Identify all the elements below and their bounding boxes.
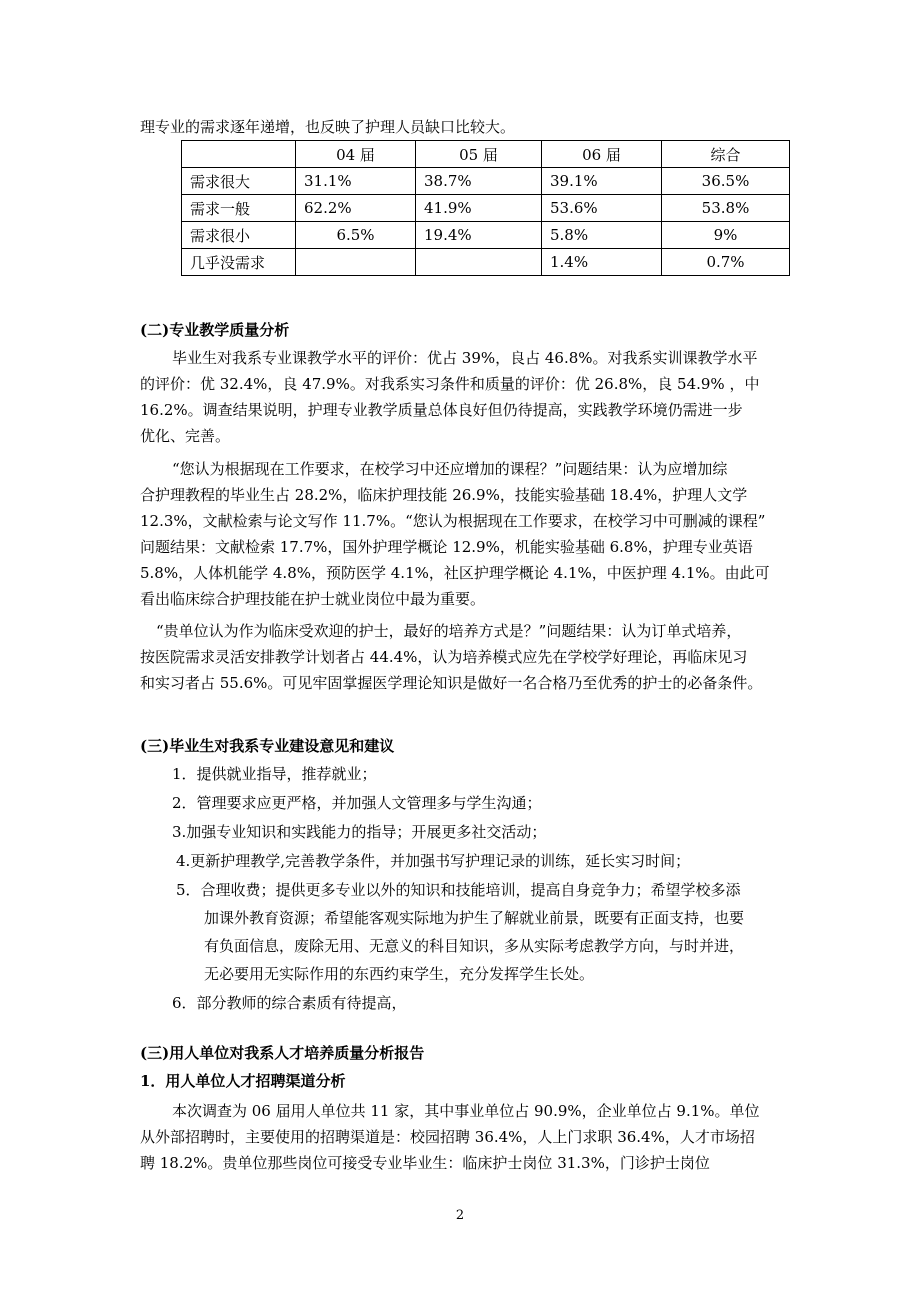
table-cell: 53.8% <box>662 195 790 222</box>
row-label: 需求很大 <box>182 168 296 195</box>
list-item: 5．合理收费；提供更多专业以外的知识和技能培训，提高自身竞争力；希望学校多添 <box>176 881 741 899</box>
paragraph-line: 问题结果：文献检索 17.7%，国外护理学概论 12.9%，机能实验基础 6.8%，护理专业英语 <box>140 538 753 556</box>
paragraph-line: “贵单位认为作为临床受欢迎的护士，最好的培养方式是？”问题结果：认为订单式培养， <box>156 622 742 640</box>
paragraph-line: 5.8%，人体机能学 4.8%，预防医学 4.1%，社区护理学概论 4.1%，中医护理 4.1%。由此可 <box>140 564 770 582</box>
table-cell: 38.7% <box>416 168 542 195</box>
paragraph-line: 16.2%。调查结果说明，护理专业教学质量总体良好但仍待提高，实践教学环境仍需进一步 <box>140 401 743 419</box>
paragraph-line: 和实习者占 55.6%。可见牢固掌握医学理论知识是做好一名合格乃至优秀的护士的必备条件。 <box>140 674 763 692</box>
table-cell: 31.1% <box>296 168 416 195</box>
list-item: 4.更新护理教学,完善教学条件，并加强书写护理记录的训练，延长实习时间； <box>176 852 691 870</box>
table-cell: 39.1% <box>542 168 662 195</box>
table-cell: 6.5% <box>296 222 416 249</box>
list-item-continuation: 无必要用无实际作用的东西约束学生，充分发挥学生长处。 <box>204 965 595 983</box>
paragraph-line: 从外部招聘时，主要使用的招聘渠道是：校园招聘 36.4%，人上门求职 36.4%，人才市场招 <box>140 1128 755 1146</box>
table-cell: 36.5% <box>662 168 790 195</box>
table-row <box>182 168 790 195</box>
table-cell: 1.4% <box>542 249 662 276</box>
paragraph-line: 12.3%，文献检索与论文写作 11.7%。“您认为根据现在工作要求，在校学习中可删减的课程” <box>140 512 766 530</box>
paragraph-line: 毕业生对我系专业课教学水平的评价：优占 39%，良占 46.8%。对我系实训课教学水平 <box>172 349 758 367</box>
section-heading: (三)毕业生对我系专业建设意见和建议 <box>140 737 395 755</box>
paragraph-line: 本次调查为 06 届用人单位共 11 家，其中事业单位占 90.9%，企业单位占 9.1%。单位 <box>172 1102 760 1120</box>
table-cell <box>296 249 416 276</box>
paragraph-line: 的评价：优 32.4%，良 47.9%。对我系实习条件和质量的评价：优 26.8%，良 54.9% ，中 <box>140 375 760 393</box>
table-header-cell: 06 届 <box>542 141 662 168</box>
row-label: 需求很小 <box>182 222 296 249</box>
table-cell: 5.8% <box>542 222 662 249</box>
section-heading: (二)专业教学质量分析 <box>140 321 290 339</box>
table-header-cell: 综合 <box>662 141 790 168</box>
table-cell: 53.6% <box>542 195 662 222</box>
list-item: 1．提供就业指导，推荐就业； <box>172 765 377 783</box>
table-cell: 41.9% <box>416 195 542 222</box>
paragraph-line: 看出临床综合护理技能在护士就业岗位中最为重要。 <box>140 590 486 608</box>
page-number: 2 <box>455 1208 465 1223</box>
table-header-cell: 05 届 <box>416 141 542 168</box>
intro-line: 理专业的需求逐年递增，也反映了护理人员缺口比较大。 <box>140 118 516 136</box>
table-cell: 0.7% <box>662 249 790 276</box>
paragraph-line: 合护理教程的毕业生占 28.2%，临床护理技能 26.9%，技能实验基础 18.4%，护理人文学 <box>140 486 748 504</box>
list-item: 6．部分教师的综合素质有待提高， <box>172 994 407 1012</box>
paragraph-line: 优化、完善。 <box>140 427 231 445</box>
list-item-continuation: 加课外教育资源；希望能客观实际地为护生了解就业前景，既要有正面支持，也要 <box>204 909 745 927</box>
list-item: 3.加强专业知识和实践能力的指导；开展更多社交活动； <box>172 823 547 841</box>
subsection-heading: 1．用人单位人才招聘渠道分析 <box>140 1072 346 1090</box>
table-cell <box>416 249 542 276</box>
table-cell: 9% <box>662 222 790 249</box>
table-cell: 19.4% <box>416 222 542 249</box>
section-heading: (三)用人单位对我系人才培养质量分析报告 <box>140 1044 425 1062</box>
paragraph-line: “您认为根据现在工作要求，在校学习中还应增加的课程？”问题结果：认为应增加综 <box>172 460 728 478</box>
table-row <box>182 195 790 222</box>
list-item: 2．管理要求应更严格，并加强人文管理多与学生沟通； <box>172 794 542 812</box>
row-label: 几乎没需求 <box>182 249 296 276</box>
table-cell: 62.2% <box>296 195 416 222</box>
demand-table <box>181 140 790 276</box>
table-row <box>182 222 790 249</box>
table-row <box>182 249 790 276</box>
table-header-cell: 04 届 <box>296 141 416 168</box>
table-header-row <box>182 141 790 168</box>
paragraph-line: 按医院需求灵活安排教学计划者占 44.4%，认为培养模式应先在学校学好理论，再临床见习 <box>140 648 748 666</box>
row-label: 需求一般 <box>182 195 296 222</box>
list-item-continuation: 有负面信息，废除无用、无意义的科目知识，多从实际考虑教学方向，与时并进， <box>204 937 745 955</box>
paragraph-line: 聘 18.2%。贵单位那些岗位可接受专业毕业生：临床护士岗位 31.3%，门诊护士岗位 <box>140 1154 710 1172</box>
table-header-cell <box>182 141 296 168</box>
